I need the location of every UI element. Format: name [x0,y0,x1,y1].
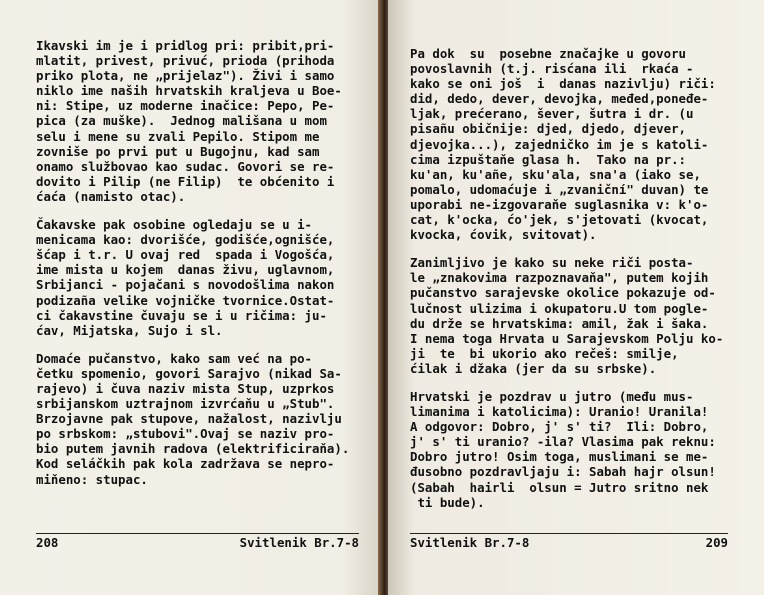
paragraph [410,46,752,242]
paragraph [410,389,752,510]
text-line: pomalo, udomaćuje i „zvaniční" duvan) te [410,181,709,197]
text-line: onamo službovao kao sudac. Govori se re- [36,158,335,174]
text-line: podizaña velike vojničke tvornice.Ostat- [36,292,335,308]
page-number: 208 [36,535,59,550]
text-line: djevojka...), zajedničko im je s katoli- [410,136,709,152]
text-line: kako se oni još i danas nazivlju) riči: [410,76,716,92]
right-page-footer [410,533,728,552]
text-line: ćilak i džaka (jer da su srbske). [410,360,657,376]
text-line: cima izpuštaňe glasa h. Tako na pr.: [410,151,687,167]
paragraph [410,255,752,376]
right-page-body [410,46,752,510]
text-line: đusobno pozdravljaju i: Sabah hajr olsun! [410,464,716,480]
text-line: Brzojavne pak stupove, nažalost, nazivlju [36,411,342,427]
text-line: četku spomenio, govori Sarajvo (nikad Sa- [36,365,342,381]
left-page-body [36,38,371,487]
text-line: ti bude). [410,494,485,510]
text-line: ku'an, ku'añe, sku'ala, sna'a (iako se, [410,166,701,182]
right-page [388,0,764,595]
paragraph [36,217,371,338]
text-line: du drže se hrvatskima: amil, žak i šaka. [410,315,709,331]
text-line: Srbijanci - pojačani s novodošlima nakon [36,277,335,293]
text-line: ljak, prećerano, šever, šutra i dr. (u [410,106,694,122]
text-line: A odgovor: Dobro, j' s' ti? Ili: Dobro, [410,419,709,435]
text-line: menicama kao: dvorišće, godišće,ognišće, [36,232,335,248]
text-line: I nema toga Hrvata u Sarajevskom Polju ko- [410,330,724,346]
text-line: (Sabah hairli olsun = Jutro sritno nek [410,479,709,495]
text-line: šćap i t.r. U ovaj red spada i Vogošća, [36,247,335,263]
text-line: ci čakavstine čuvaju se i u ričima: ju- [36,307,327,323]
text-line: j' s' ti uranio? -ila? Vlasima pak reknu: [410,434,716,450]
text-line: kvocka, ćovik, svitovat). [410,227,597,243]
text-line: Zanimljivo je kako su neke riči posta- [410,255,694,271]
text-line: uporabi ne-izgovaraňe suglasnika v: k'o- [410,196,709,212]
text-line: bio putem javnih radova (elektrificiraňa). [36,441,350,457]
text-line: lučnost ulizima i okupatoru.U tom pogle- [410,300,709,316]
publication-title: Svitlenik Br.7-8 [410,535,530,550]
paragraph [36,38,371,204]
text-line: cat, k'ocka, ćo'jek, s'jetovati (kvocat, [410,212,709,228]
text-line: Čakavske pak osobine ogledaju se u i- [36,217,313,233]
text-line: pučanstvo sarajevske okolice pokazuje od- [410,285,716,301]
page-number: 209 [705,535,728,550]
text-line: priko plota, ne „prijelaz"). Živi i samo [36,68,335,84]
text-line: ćav, Mijatska, Sujo i sl. [36,322,223,338]
text-line: Hrvatski je pozdrav u jutro (među mus- [410,388,694,404]
text-line: ni: Stipe, uz moderne inačice: Pepo, Pe- [36,98,335,114]
text-line: pisañu običnije: djed, djedo, djever, [410,121,687,137]
text-line: povoslavnih (t.j. risćana ili rkaća - [410,61,694,77]
text-line: miňeno: stupac. [36,471,148,487]
text-line: dovito i Pilip (ne Filip) te obćenito i [36,173,335,189]
text-line: niklo ime naših hrvatskih kraljeva u Boe- [36,83,342,99]
text-line: did, dedo, dever, devojka, međed,poneđe- [410,91,709,107]
text-line: mlatit, privest, privuć, prioda (prihoda [36,53,335,69]
text-line: ćaća (namisto otac). [36,188,186,204]
text-line: po srbskom: „stubovi".Ovaj se naziv pro- [36,426,335,442]
text-line: Kod seláčkih pak kola zadržava se nepro- [36,456,335,472]
paragraph [36,351,371,487]
text-line: srbijanskom uztrajnom izvrćaňu u „Stub". [36,396,335,412]
text-line: zovniše po prvi put u Bugojnu, kad sam [36,143,320,159]
text-line: rajevo) i čuva naziv mista Stup, uzprkos [36,380,335,396]
text-line: ji te bi ukorio ako rečeš: smilje, [410,345,679,361]
left-page-footer [36,533,359,552]
publication-title: Svitlenik Br.7-8 [239,535,359,550]
text-line: Ikavski im je i pridlog pri: pribit,pri- [36,38,335,53]
text-line: Domaće pučanstvo, kako sam već na po- [36,350,313,366]
text-line: Pa dok su posebne značajke u govoru [410,46,687,61]
text-line: le „znakovima razpoznavaňa", putem kojih [410,270,709,286]
left-page [0,0,380,595]
text-line: selu i mene su zvali Pepilo. Stipom me [36,128,320,144]
text-line: ime mista u kojem danas živu, uglavnom, [36,262,335,278]
text-line: limanima i katolicima): Uranio! Uranila! [410,404,709,420]
text-line: Dobro jutro! Osim toga, muslimani se me- [410,449,709,465]
text-line: pica (za muške). Jednog mališana u mom [36,113,327,129]
